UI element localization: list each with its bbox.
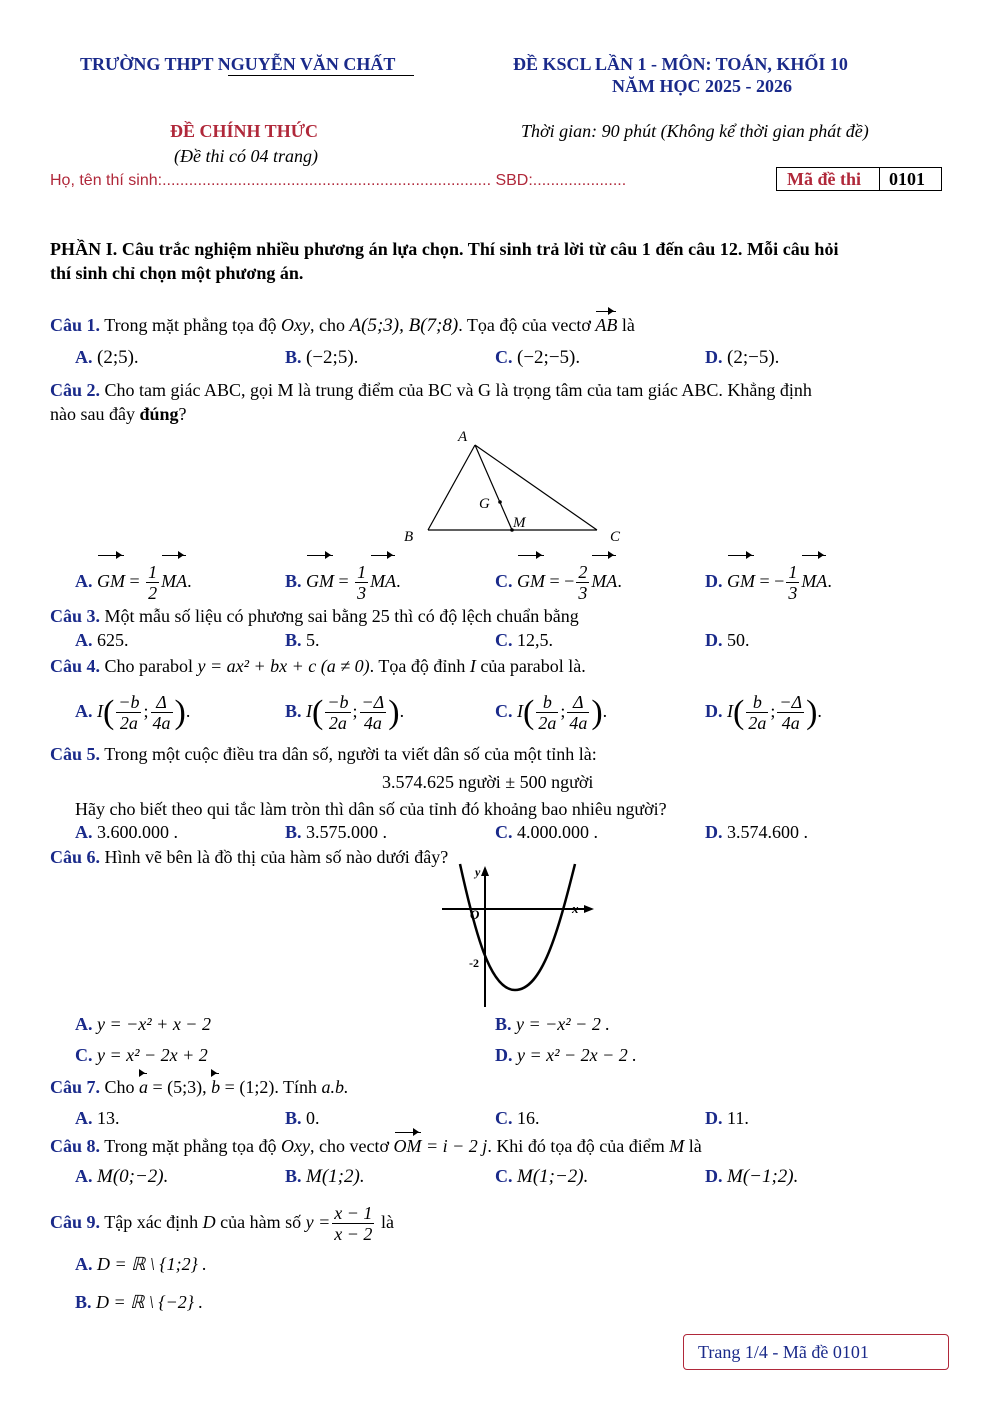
q7-option-c[interactable]: C. 16.: [495, 1108, 540, 1128]
label-g: G: [479, 496, 490, 512]
q6-option-d[interactable]: D. y = x² − 2x − 2 .: [495, 1045, 637, 1065]
exam-code-box: [776, 167, 942, 191]
school-name: TRƯỜNG THPT NGUYỄN VĂN CHẤT: [80, 54, 396, 74]
exam-code-value: 0101: [889, 169, 925, 189]
exam-title: ĐỀ KSCL LẦN 1 - MÔN: TOÁN, KHỐI 10: [513, 54, 848, 74]
q7-option-a[interactable]: A. 13.: [75, 1108, 120, 1128]
page-footer-text: Trang 1/4 - Mã đề 0101: [698, 1342, 869, 1362]
q5-option-c[interactable]: C. 4.000.000 .: [495, 822, 598, 842]
exam-code-divider: [879, 168, 880, 190]
q2-option-b[interactable]: B. GM = $\frac{1}{3}$ MA.: [285, 557, 401, 605]
axis-y-label: y: [475, 865, 481, 879]
part1-heading-cont: thí sinh chỉ chọn một phương án.: [50, 263, 304, 283]
triangle-figure: [390, 425, 640, 550]
q5-option-b[interactable]: B. 3.575.000 .: [285, 822, 388, 842]
q4-option-b[interactable]: B. I( $\frac{-b}{2a}$ ; $\frac{-\Delta}{4a}$ ).: [285, 692, 405, 734]
q9-option-a[interactable]: A. D = ℝ \ {1;2} .: [75, 1254, 207, 1274]
q8-option-a[interactable]: A. M(0;−2).: [75, 1166, 169, 1187]
question-1: Câu 1. Trong mặt phẳng tọa độ Oxy, cho A(5;3), B(7;8). Tọa độ của vectơ AB là: [50, 315, 635, 336]
q8-option-b[interactable]: B. M(1;2).: [285, 1166, 365, 1187]
question-5: Câu 5. Trong một cuộc điều tra dân số, người ta viết dân số của một tỉnh là:: [50, 744, 597, 764]
question-8: Câu 8. Trong mặt phẳng tọa độ Oxy, cho vectơ OM = i − 2 j. Khi đó tọa độ của điểm M là: [50, 1136, 702, 1156]
q1-option-a[interactable]: A. (2;5).: [75, 347, 139, 368]
page-footer-box: [683, 1334, 949, 1370]
school-year: NĂM HỌC 2025 - 2026: [612, 76, 792, 96]
axis-x-label: x: [572, 901, 579, 916]
q5-question: Hãy cho biết theo qui tắc làm tròn thì dân số của tỉnh đó khoảng bao nhiêu người?: [75, 799, 667, 819]
q6-option-c[interactable]: C. y = x² − 2x + 2: [75, 1045, 208, 1065]
question-6: Câu 6. Hình vẽ bên là đồ thị của hàm số nào dưới đây?: [50, 847, 449, 867]
q3-option-d[interactable]: D. 50.: [705, 630, 750, 650]
official-label: ĐỀ CHÍNH THỨC: [170, 121, 319, 141]
q4-option-a[interactable]: A. I( $\frac{-b}{2a}$ ; $\frac{\Delta}{4a}$ ).: [75, 692, 191, 734]
q2-option-c[interactable]: C. GM = − $\frac{2}{3}$ MA.: [495, 557, 622, 605]
label-b: B: [404, 529, 414, 545]
q4-option-c[interactable]: C. I( $\frac{b}{2a}$ ; $\frac{\Delta}{4a}$ ).: [495, 692, 608, 734]
q7-option-b[interactable]: B. 0.: [285, 1108, 320, 1128]
q5-population-value: 3.574.625 người ± 500 người: [382, 772, 594, 792]
q8-option-c[interactable]: C. M(1;−2).: [495, 1166, 589, 1187]
origin-label: O: [470, 907, 480, 922]
question-2: Câu 2. Cho tam giác ABC, gọi M là trung điểm của BC và G là trọng tâm của tam giác ABC. Khẳng định: [50, 380, 812, 400]
q8-option-d[interactable]: D. M(−1;2).: [705, 1166, 799, 1187]
q2-option-d[interactable]: D. GM = − $\frac{1}{3}$ MA.: [705, 557, 832, 605]
tick-minus2: -2: [469, 956, 479, 970]
q1-option-d[interactable]: D. (2;−5).: [705, 347, 780, 368]
q9-option-b[interactable]: B. D = ℝ \ {−2} .: [75, 1292, 203, 1312]
pages-note: (Đề thi có 04 trang): [174, 146, 318, 166]
label-c: C: [610, 529, 621, 545]
school-underline: [228, 75, 414, 76]
question-7: Câu 7. Cho a = (5;3), b = (1;2). Tính a.b.: [50, 1077, 349, 1097]
label-m: M: [513, 515, 526, 531]
question-9: Câu 9. Tập xác định D của hàm số y = $\frac{x - 1}{x - 2}$ là: [50, 1203, 394, 1245]
q6-option-b[interactable]: B. y = −x² − 2 .: [495, 1014, 610, 1034]
q3-option-b[interactable]: B. 5.: [285, 630, 320, 650]
part1-heading: PHẦN I. Câu trắc nghiệm nhiều phương án lựa chọn. Thí sinh trả lời từ câu 1 đến câu 12. Mỗi câu hỏi: [50, 239, 839, 259]
question-3: Câu 3. Một mẫu số liệu có phương sai bằng 25 thì có độ lệch chuẩn bằng: [50, 606, 579, 626]
q5-option-d[interactable]: D. 3.574.600 .: [705, 822, 808, 842]
q1-option-b[interactable]: B. (−2;5).: [285, 347, 359, 368]
question-2-cont: nào sau đây đúng?: [50, 404, 187, 424]
time-note: Thời gian: 90 phút (Không kể thời gian phát đề): [521, 121, 869, 141]
q7-option-d[interactable]: D. 11.: [705, 1108, 749, 1128]
q3-option-c[interactable]: C. 12,5.: [495, 630, 553, 650]
q6-option-a[interactable]: A. y = −x² + x − 2: [75, 1014, 211, 1034]
parabola-graph: [430, 862, 600, 1012]
q5-option-a[interactable]: A. 3.600.000 .: [75, 822, 178, 842]
question-4: Câu 4. Cho parabol y = ax² + bx + c (a ≠ 0). Tọa độ đỉnh I của parabol là.: [50, 656, 586, 676]
student-info-line: Họ, tên thí sinh:.......................................................................... SBD:.....................: [50, 172, 627, 189]
label-a: A: [458, 429, 468, 445]
q3-option-a[interactable]: A. 625.: [75, 630, 129, 650]
exam-code-label: Mã đề thi: [787, 169, 861, 189]
q1-option-c[interactable]: C. (−2;−5).: [495, 347, 581, 368]
vector-ab: AB: [595, 315, 618, 335]
q4-option-d[interactable]: D. I( $\frac{b}{2a}$ ; $\frac{-\Delta}{4a}$ ).: [705, 692, 822, 734]
q2-option-a[interactable]: A. GM = $\frac{1}{2}$ MA.: [75, 557, 192, 605]
